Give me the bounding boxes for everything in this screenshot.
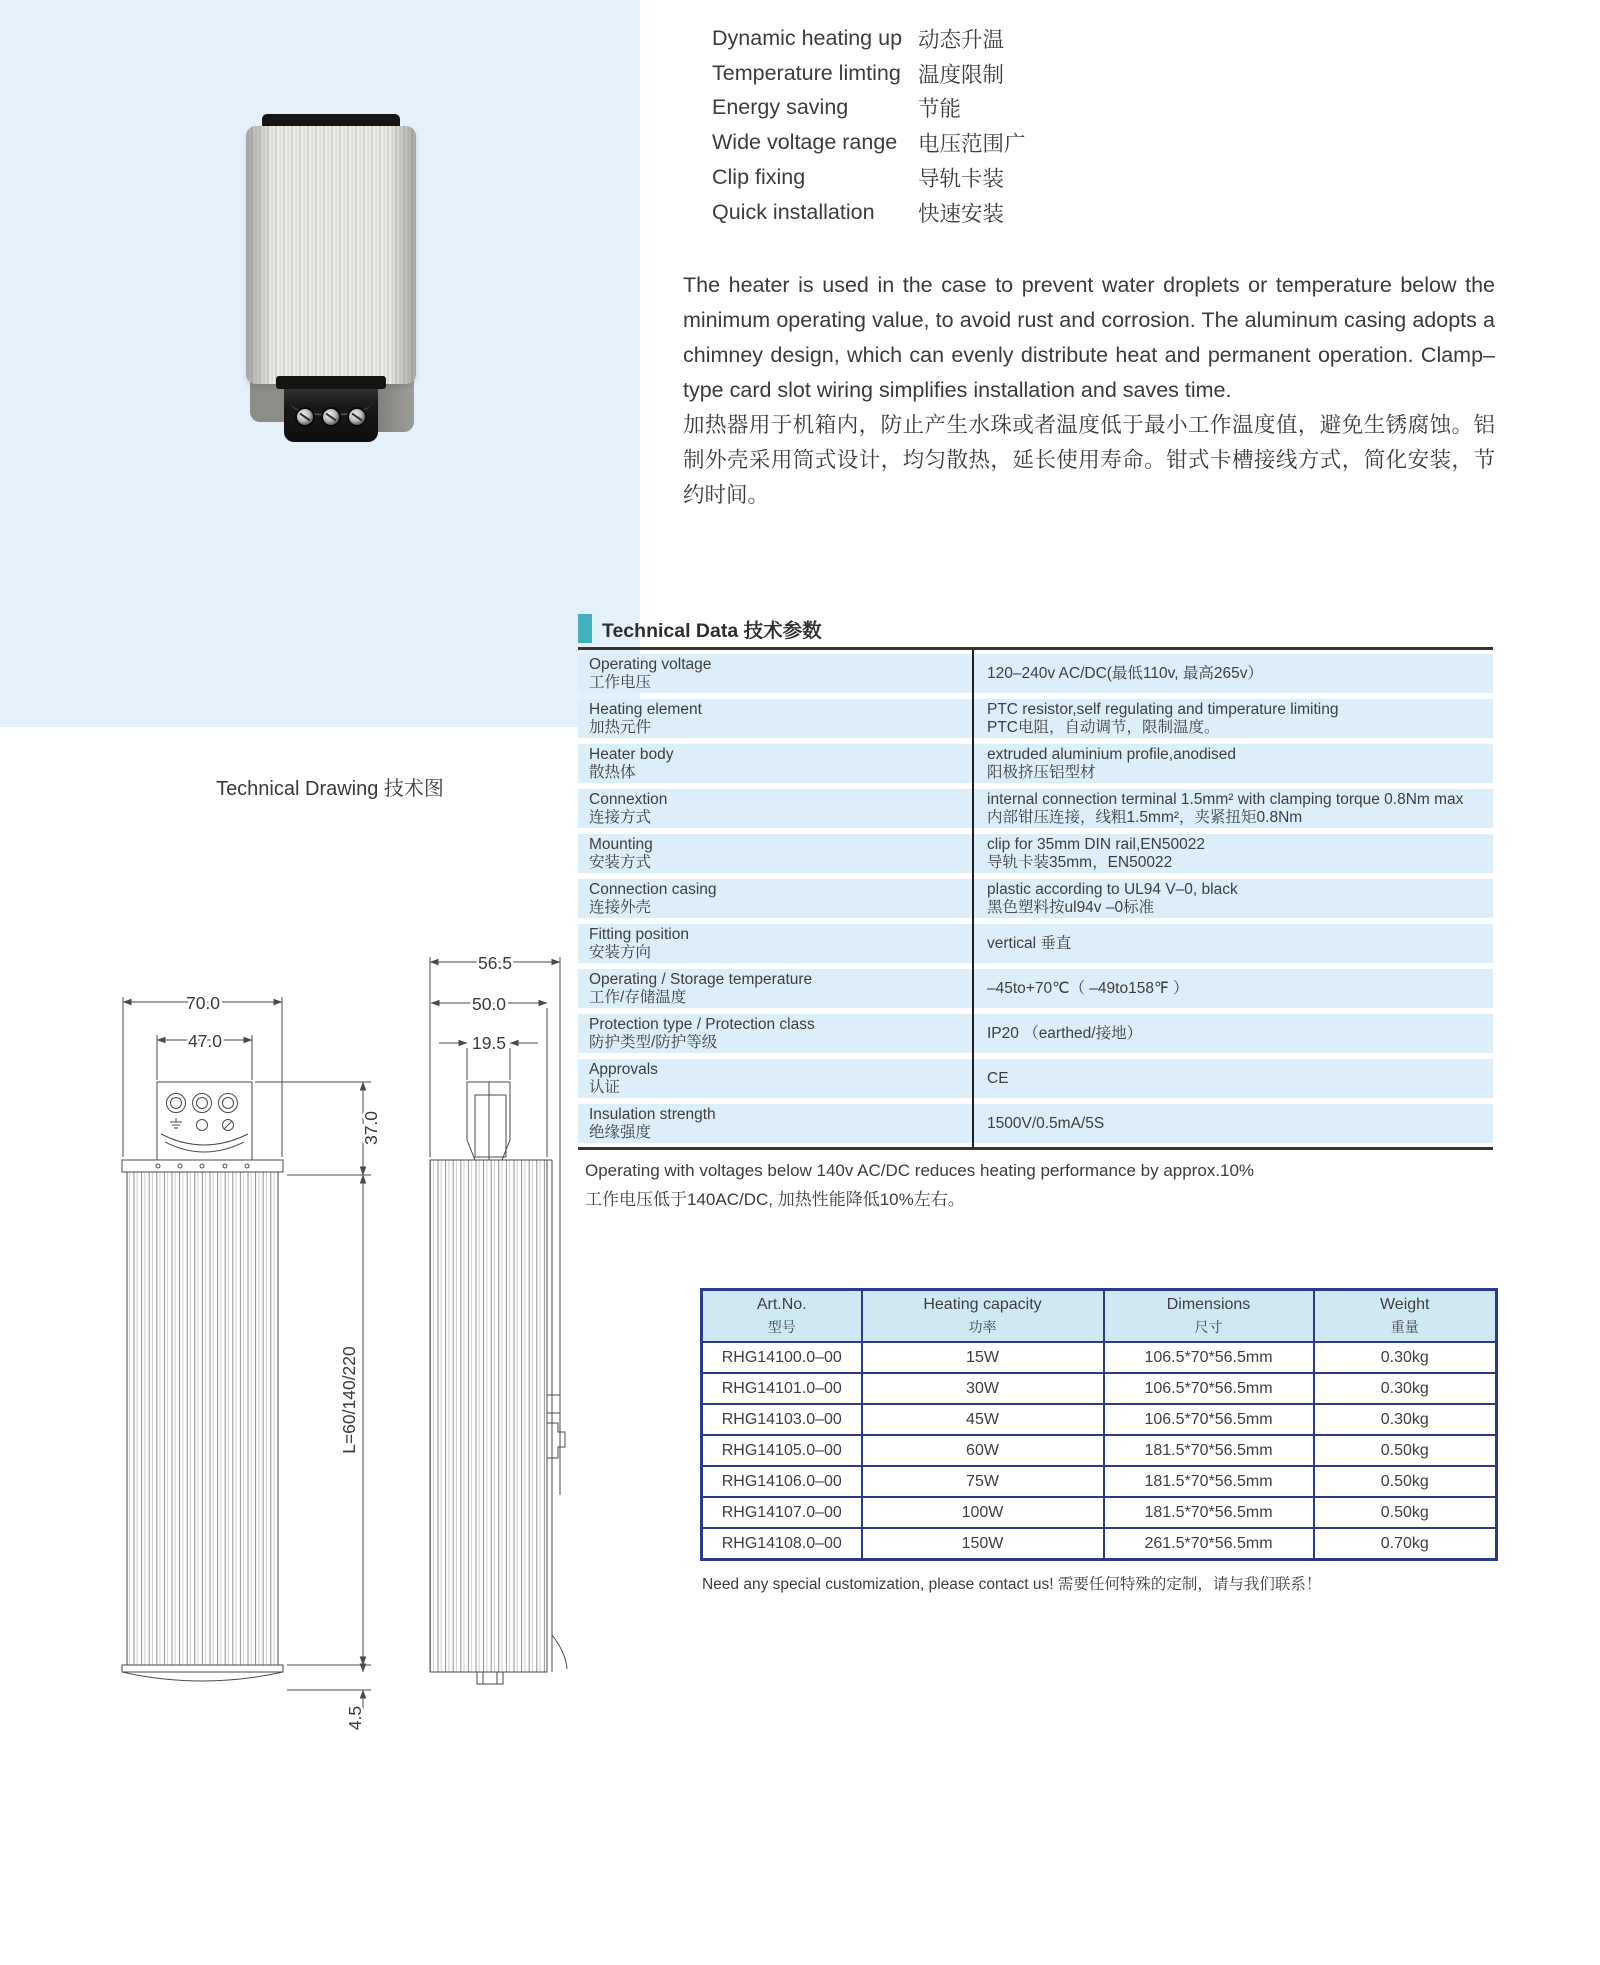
terminal-screw-icon bbox=[297, 409, 313, 425]
header-weight: Weight 重量 bbox=[1314, 1290, 1497, 1343]
table-row bbox=[578, 654, 1493, 693]
technical-data-title: Technical Data 技术参数 bbox=[602, 619, 822, 642]
row-value: extruded aluminium profile,anodised bbox=[987, 745, 1237, 763]
table-row bbox=[702, 1404, 1497, 1435]
dim-front-width: 70.0 bbox=[185, 993, 221, 1013]
row-value: CE bbox=[987, 1069, 1009, 1087]
cell-capacity: 45W bbox=[862, 1404, 1104, 1435]
cell-artno: RHG14100.0–00 bbox=[702, 1342, 862, 1373]
row-value-2: 阳极挤压铝型材 bbox=[987, 764, 1096, 781]
feature-item: Dynamic heating up 动态升温 bbox=[712, 25, 1005, 52]
table-row bbox=[702, 1373, 1497, 1404]
row-label-zh: 工作/存储温度 bbox=[589, 989, 687, 1006]
terminal-screw-icon bbox=[323, 409, 339, 425]
row-value: PTC resistor,self regulating and timperature limiting bbox=[987, 700, 1339, 718]
cell-capacity: 30W bbox=[862, 1373, 1104, 1404]
cell-artno: RHG14103.0–00 bbox=[702, 1404, 862, 1435]
table-row bbox=[578, 1014, 1493, 1053]
row-label-zh: 工作电压 bbox=[589, 674, 652, 691]
table-row bbox=[578, 699, 1493, 738]
feature-item: Wide voltage range 电压范围广 bbox=[712, 130, 1026, 157]
row-label-zh: 防护类型/防护等级 bbox=[589, 1034, 718, 1051]
header-heating-capacity: Heating capacity 功率 bbox=[862, 1290, 1104, 1343]
cell-weight: 0.50kg bbox=[1314, 1497, 1497, 1528]
row-value: plastic according to UL94 V–0, black bbox=[987, 880, 1238, 898]
section-accent-bar bbox=[578, 614, 592, 643]
row-label-zh: 绝缘强度 bbox=[589, 1124, 652, 1141]
cell-artno: RHG14108.0–00 bbox=[702, 1528, 862, 1560]
technical-drawing-caption: Technical Drawing 技术图 bbox=[216, 778, 444, 800]
cell-dimensions: 181.5*70*56.5mm bbox=[1104, 1435, 1314, 1466]
table-row bbox=[702, 1466, 1497, 1497]
cell-dimensions: 106.5*70*56.5mm bbox=[1104, 1404, 1314, 1435]
technical-data-heading bbox=[578, 614, 822, 643]
cell-capacity: 15W bbox=[862, 1342, 1104, 1373]
row-value: IP20 （earthed/接地） bbox=[987, 1024, 1143, 1042]
row-value-2: 内部钳压连接，线粗1.5mm²，夹紧扭矩0.8Nm bbox=[987, 809, 1303, 826]
cell-weight: 0.70kg bbox=[1314, 1528, 1497, 1560]
feature-item: Temperature limting 温度限制 bbox=[712, 60, 1005, 87]
row-label-en: Operating voltage bbox=[589, 655, 712, 673]
table-row bbox=[702, 1528, 1497, 1560]
heater-finned-body bbox=[246, 126, 416, 384]
feature-item: Clip fixing 导轨卡装 bbox=[712, 165, 1005, 192]
cell-weight: 0.30kg bbox=[1314, 1373, 1497, 1404]
product-photo-panel bbox=[0, 0, 640, 727]
cell-artno: RHG14106.0–00 bbox=[702, 1466, 862, 1497]
row-value: vertical 垂直 bbox=[987, 934, 1072, 952]
table-row bbox=[578, 969, 1493, 1008]
cell-artno: RHG14107.0–00 bbox=[702, 1497, 862, 1528]
cell-artno: RHG14101.0–00 bbox=[702, 1373, 862, 1404]
cell-dimensions: 181.5*70*56.5mm bbox=[1104, 1497, 1314, 1528]
dim-body-length: L=60/140/220 bbox=[339, 1346, 359, 1454]
table-column-divider bbox=[972, 650, 974, 1147]
header-artno: Art.No. 型号 bbox=[702, 1290, 862, 1343]
row-label-en: Fitting position bbox=[589, 925, 689, 943]
row-label-en: Connection casing bbox=[589, 880, 717, 898]
feature-item: Energy saving 节能 bbox=[712, 95, 962, 122]
feature-list bbox=[712, 21, 1026, 230]
row-label-en: Heating element bbox=[589, 700, 702, 718]
row-value: 1500V/0.5mA/5S bbox=[987, 1114, 1105, 1132]
cell-dimensions: 181.5*70*56.5mm bbox=[1104, 1466, 1314, 1497]
heater-terminal-box bbox=[284, 376, 378, 442]
row-value-2: 导轨卡装35mm，EN50022 bbox=[987, 854, 1173, 871]
product-table-header-row bbox=[702, 1290, 1497, 1343]
row-value: internal connection terminal 1.5mm² with clamping torque 0.8Nm max bbox=[987, 790, 1464, 808]
product-table bbox=[700, 1288, 1498, 1561]
row-label-en: Heater body bbox=[589, 745, 674, 763]
cell-dimensions: 261.5*70*56.5mm bbox=[1104, 1528, 1314, 1560]
row-label-en: Approvals bbox=[589, 1060, 658, 1078]
table-row bbox=[578, 879, 1493, 918]
row-value-2: PTC电阻，自动调节，限制温度。 bbox=[987, 719, 1220, 736]
table-row bbox=[702, 1497, 1497, 1528]
row-label-zh: 认证 bbox=[589, 1079, 621, 1096]
customization-note: Need any special customization, please contact us! 需要任何特殊的定制，请与我们联系！ bbox=[702, 1576, 1322, 1593]
technical-drawing bbox=[95, 935, 595, 1745]
dim-side-head-depth: 19.5 bbox=[471, 1033, 507, 1053]
cell-dimensions: 106.5*70*56.5mm bbox=[1104, 1373, 1314, 1404]
cell-weight: 0.50kg bbox=[1314, 1466, 1497, 1497]
description-english: The heater is used in the case to prevent water droplets or temperature below the minimum operating value, to avoid rust and corrosion. The aluminum casing adopts a chimney design, which can evenly distribute heat and permanent operation. Clamp–type card slot wiring simplifies installation and saves time. bbox=[683, 273, 1495, 402]
row-label-en: Connextion bbox=[589, 790, 668, 808]
technical-data-note bbox=[585, 1156, 1254, 1214]
table-row bbox=[578, 834, 1493, 873]
table-row bbox=[578, 789, 1493, 828]
table-row bbox=[578, 924, 1493, 963]
cell-weight: 0.50kg bbox=[1314, 1435, 1497, 1466]
table-row bbox=[578, 1104, 1493, 1143]
cell-capacity: 150W bbox=[862, 1528, 1104, 1560]
cell-artno: RHG14105.0–00 bbox=[702, 1435, 862, 1466]
row-label-en: Mounting bbox=[589, 835, 653, 853]
terminal-screw-icon bbox=[349, 409, 365, 425]
cell-weight: 0.30kg bbox=[1314, 1404, 1497, 1435]
note-english: Operating with voltages below 140v AC/DC reduces heating performance by approx.10% bbox=[585, 1161, 1255, 1180]
row-label-en: Operating / Storage temperature bbox=[589, 970, 813, 988]
cell-dimensions: 106.5*70*56.5mm bbox=[1104, 1342, 1314, 1373]
product-description bbox=[683, 268, 1495, 513]
table-row bbox=[702, 1342, 1497, 1373]
row-label-en: Insulation strength bbox=[589, 1105, 716, 1123]
dim-side-depth: 56.5 bbox=[477, 953, 513, 973]
cell-capacity: 75W bbox=[862, 1466, 1104, 1497]
row-value: 120–240v AC/DC(最低110v, 最高265v） bbox=[987, 664, 1263, 682]
dim-side-body-depth: 50.0 bbox=[471, 994, 507, 1014]
dim-head-height: 37.0 bbox=[361, 1110, 381, 1146]
row-label-zh: 连接方式 bbox=[589, 809, 652, 826]
technical-data-table bbox=[578, 647, 1493, 1150]
row-label-zh: 安装方向 bbox=[589, 944, 652, 961]
description-chinese: 加热器用于机箱内，防止产生水珠或者温度低于最小工作温度值，避免生锈腐蚀。铝制外壳采用筒式设计，均匀散热，延长使用寿命。钳式卡槽接线方式，简化安装，节约时间。 bbox=[683, 413, 1495, 507]
cell-capacity: 100W bbox=[862, 1497, 1104, 1528]
row-value: –45to+70℃（ –49to158℉ ） bbox=[987, 979, 1189, 997]
table-row bbox=[702, 1435, 1497, 1466]
table-row bbox=[578, 1059, 1493, 1098]
header-dimensions: Dimensions 尺寸 bbox=[1104, 1290, 1314, 1343]
table-row bbox=[578, 744, 1493, 783]
row-label-zh: 连接外壳 bbox=[589, 899, 652, 916]
note-chinese: 工作电压低于140AC/DC, 加热性能降低10%左右。 bbox=[585, 1190, 965, 1209]
cell-capacity: 60W bbox=[862, 1435, 1104, 1466]
row-label-zh: 散热体 bbox=[589, 764, 636, 781]
dim-front-inner-width: 47.0 bbox=[187, 1031, 223, 1051]
row-value: clip for 35mm DIN rail,EN50022 bbox=[987, 835, 1205, 853]
row-value-2: 黑色塑料按ul94v –0标准 bbox=[987, 899, 1155, 916]
feature-item: Quick installation 快速安装 bbox=[712, 199, 1005, 226]
row-label-zh: 安装方式 bbox=[589, 854, 652, 871]
dim-foot-height: 4.5 bbox=[345, 1705, 365, 1731]
cell-weight: 0.30kg bbox=[1314, 1342, 1497, 1373]
row-label-zh: 加热元件 bbox=[589, 719, 652, 736]
row-label-en: Protection type / Protection class bbox=[589, 1015, 815, 1033]
